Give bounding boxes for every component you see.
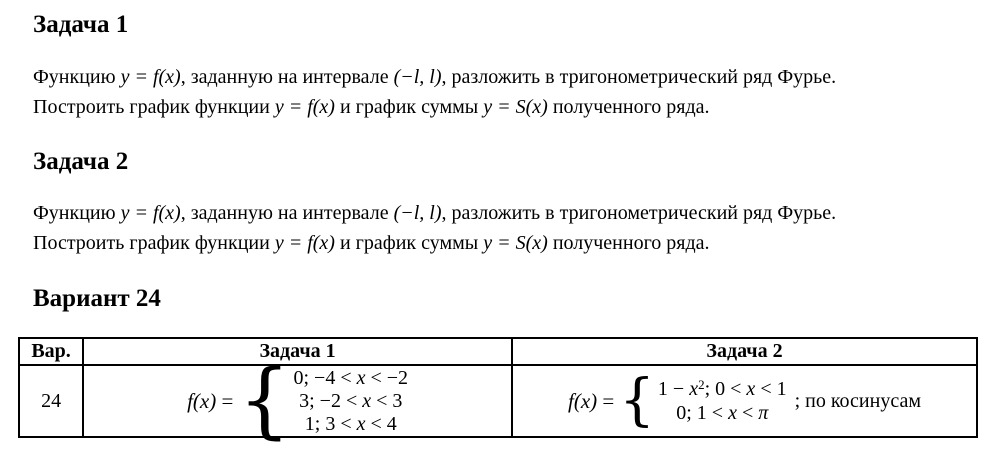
table-row: [19, 365, 977, 437]
table-header-variant: Вар.: [19, 338, 83, 365]
piecewise-case: 0; −4 < x < −2: [293, 366, 409, 389]
piecewise-case: 1; 3 < x < 4: [304, 412, 397, 435]
task1-equation: f(x) = { 0; −4 < x < −2 3; −2 < x < 3 1; 3 < x < 4: [187, 353, 409, 448]
piecewise-case: 0; 1 < x < π: [676, 401, 769, 424]
piecewise-case: 3; −2 < x < 3: [299, 389, 403, 412]
task-1-description-line-2: Построить график функции y = f(x) и график суммы y = S(x) полученного ряда.: [33, 96, 710, 118]
function-lhs: f(x) =: [568, 388, 615, 413]
task-1-description: [33, 62, 979, 122]
table-header-task1: Задача 1: [83, 338, 512, 365]
heading-task-2: Задача 2: [33, 148, 129, 175]
task-2-description-line-2: Построить график функции y = f(x) и график суммы y = S(x) полученного ряда.: [33, 232, 710, 254]
variant-number-cell: 24: [19, 365, 83, 437]
cosine-note: ; по косинусам: [794, 389, 921, 412]
table-header-task2: Задача 2: [512, 338, 977, 365]
task-2-description-line-1: Функцию y = f(x), заданную на интервале (−l, l), разложить в тригонометрический ряд Фурье.: [33, 202, 837, 224]
function-lhs: f(x) =: [187, 388, 234, 413]
heading-variant: Вариант 24: [33, 285, 161, 312]
variants-table: [18, 337, 978, 448]
task-1-description-line-1: Функцию y = f(x), заданную на интервале (−l, l), разложить в тригонометрический ряд Фурье.: [33, 66, 837, 88]
task-2-description: [33, 198, 979, 258]
task2-function-cell: [512, 365, 977, 437]
heading-task-1: Задача 1: [33, 11, 129, 38]
piecewise-cases: [293, 367, 408, 436]
piecewise-case: $1 - x^2$; 0 < x < 1: [657, 376, 787, 400]
piecewise-cases: [658, 378, 787, 425]
task2-equation: f(x) = { $1 - x^2$; 0 < x < 1 0; 1 < x < π ; по косинусам: [568, 368, 921, 433]
table-header-row: [19, 338, 977, 365]
task1-function-cell: [83, 353, 512, 448]
